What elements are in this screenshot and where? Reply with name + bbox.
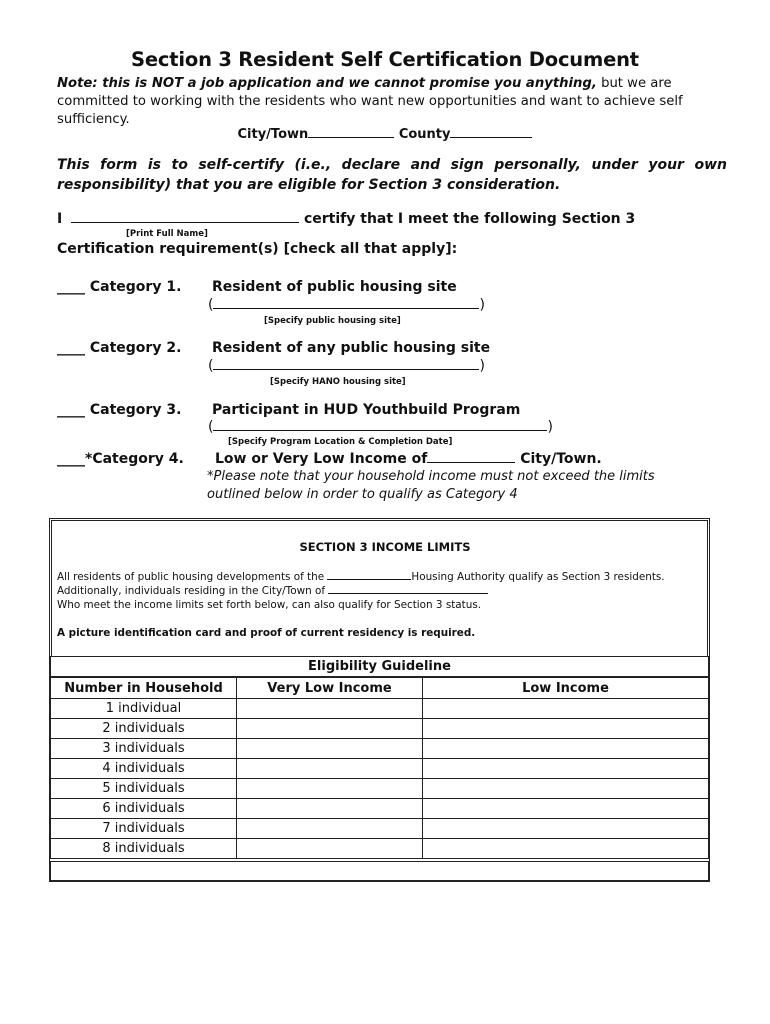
very-low-income-cell[interactable] [237, 819, 423, 839]
print-name-hint: [Print Full Name] [126, 229, 208, 239]
city-county-line [0, 127, 770, 142]
category-3-field[interactable]: ( ) [208, 419, 553, 435]
disclaimer-rest: but we are committed to working with the residents who want new opportunities and want to achieve self sufficiency. [57, 76, 683, 127]
low-income-cell[interactable] [423, 759, 709, 779]
city-town-field[interactable] [328, 593, 488, 594]
low-income-cell[interactable] [423, 739, 709, 759]
low-income-cell[interactable] [423, 779, 709, 799]
disclaimer-note [57, 75, 727, 129]
household-size: 2 individuals [51, 719, 237, 739]
city-label: City/Town [237, 127, 309, 142]
certify-suffix: certify that I meet the following Section 3 [303, 211, 636, 227]
household-size: 4 individuals [51, 759, 237, 779]
very-low-income-cell[interactable] [237, 739, 423, 759]
certification-requirements-heading: Certification requirement(s) [check all that apply]: [57, 241, 458, 257]
table-row [51, 799, 709, 819]
household-size: 8 individuals [51, 839, 237, 859]
very-low-income-cell[interactable] [237, 779, 423, 799]
category-3-label[interactable]: ____ Category 3. [57, 402, 182, 418]
household-size: 7 individuals [51, 819, 237, 839]
table-row [51, 779, 709, 799]
very-low-income-cell[interactable] [237, 759, 423, 779]
limits-line1b: Housing Authority qualify as Section 3 residents. [411, 571, 665, 583]
eligibility-guideline-caption: Eligibility Guideline [50, 656, 709, 677]
table-row [51, 839, 709, 859]
header-household: Number in Household [51, 678, 237, 699]
category-4-desc-b: City/Town. [520, 451, 602, 467]
category-1-spec: [Specify public housing site] [264, 316, 401, 326]
very-low-income-cell[interactable] [237, 719, 423, 739]
table-row [51, 819, 709, 839]
disclaimer-bold: Note: this is NOT a job application and we cannot promise you anything, [57, 76, 597, 91]
category-1-desc: Resident of public housing site [212, 279, 457, 295]
header-very-low-income: Very Low Income [237, 678, 423, 699]
table-row [51, 719, 709, 739]
household-size: 5 individuals [51, 779, 237, 799]
county-field[interactable] [450, 137, 532, 138]
housing-authority-field[interactable] [327, 579, 411, 580]
household-size: 1 individual [51, 699, 237, 719]
certify-prefix: I [57, 211, 63, 227]
page-title: Section 3 Resident Self Certification Document [131, 48, 639, 71]
table-row [51, 699, 709, 719]
table-row [51, 739, 709, 759]
low-income-cell[interactable] [423, 839, 709, 859]
household-size: 6 individuals [51, 799, 237, 819]
very-low-income-cell[interactable] [237, 799, 423, 819]
header-low-income: Low Income [423, 678, 709, 699]
limits-line2: Additionally, individuals residing in the City/Town of [57, 585, 329, 597]
category-4-label[interactable]: ____*Category 4. [57, 451, 184, 467]
category-4-desc-a: Low or Very Low Income of [215, 451, 428, 467]
category-4-note: *Please note that your household income must not exceed the limits outlined below in order to qualify as Category 4 [207, 469, 655, 502]
category-2-label[interactable]: ____ Category 2. [57, 340, 182, 356]
low-income-cell[interactable] [423, 819, 709, 839]
intro-text: This form is to self-certify (i.e., declare and sign personally, under your own responsibility) that you are eligible for Section 3 consideration. [57, 157, 727, 193]
eligibility-table [50, 677, 709, 859]
table-header-row [51, 678, 709, 699]
category-4-desc [215, 451, 602, 467]
limits-line1a: All residents of public housing developments of the [57, 571, 328, 583]
income-limits-title: SECTION 3 INCOME LIMITS [299, 540, 471, 554]
category-3-spec: [Specify Program Location & Completion Date] [228, 437, 453, 447]
certify-line [57, 211, 635, 227]
low-income-cell[interactable] [423, 719, 709, 739]
category-2-field[interactable]: ( ) [208, 358, 485, 374]
category-4-income-field[interactable] [427, 462, 515, 463]
category-1-label[interactable]: ____ Category 1. [57, 279, 182, 295]
low-income-cell[interactable] [423, 699, 709, 719]
very-low-income-cell[interactable] [237, 839, 423, 859]
category-2-desc: Resident of any public housing site [212, 340, 491, 356]
county-label: County [398, 127, 451, 142]
category-3-desc: Participant in HUD Youthbuild Program [212, 402, 521, 418]
income-limits-text [57, 570, 707, 612]
picture-id-requirement: A picture identification card and proof of current residency is required. [57, 627, 476, 639]
category-2-spec: [Specify HANO housing site] [270, 377, 406, 387]
full-name-field[interactable] [71, 222, 299, 223]
household-size: 3 individuals [51, 739, 237, 759]
very-low-income-cell[interactable] [237, 699, 423, 719]
table-row [51, 759, 709, 779]
city-field[interactable] [308, 137, 394, 138]
low-income-cell[interactable] [423, 799, 709, 819]
limits-line3: Who meet the income limits set forth below, can also qualify for Section 3 status. [57, 599, 482, 611]
table-footer-row [50, 861, 709, 881]
category-1-field[interactable]: ( ) [208, 297, 485, 313]
